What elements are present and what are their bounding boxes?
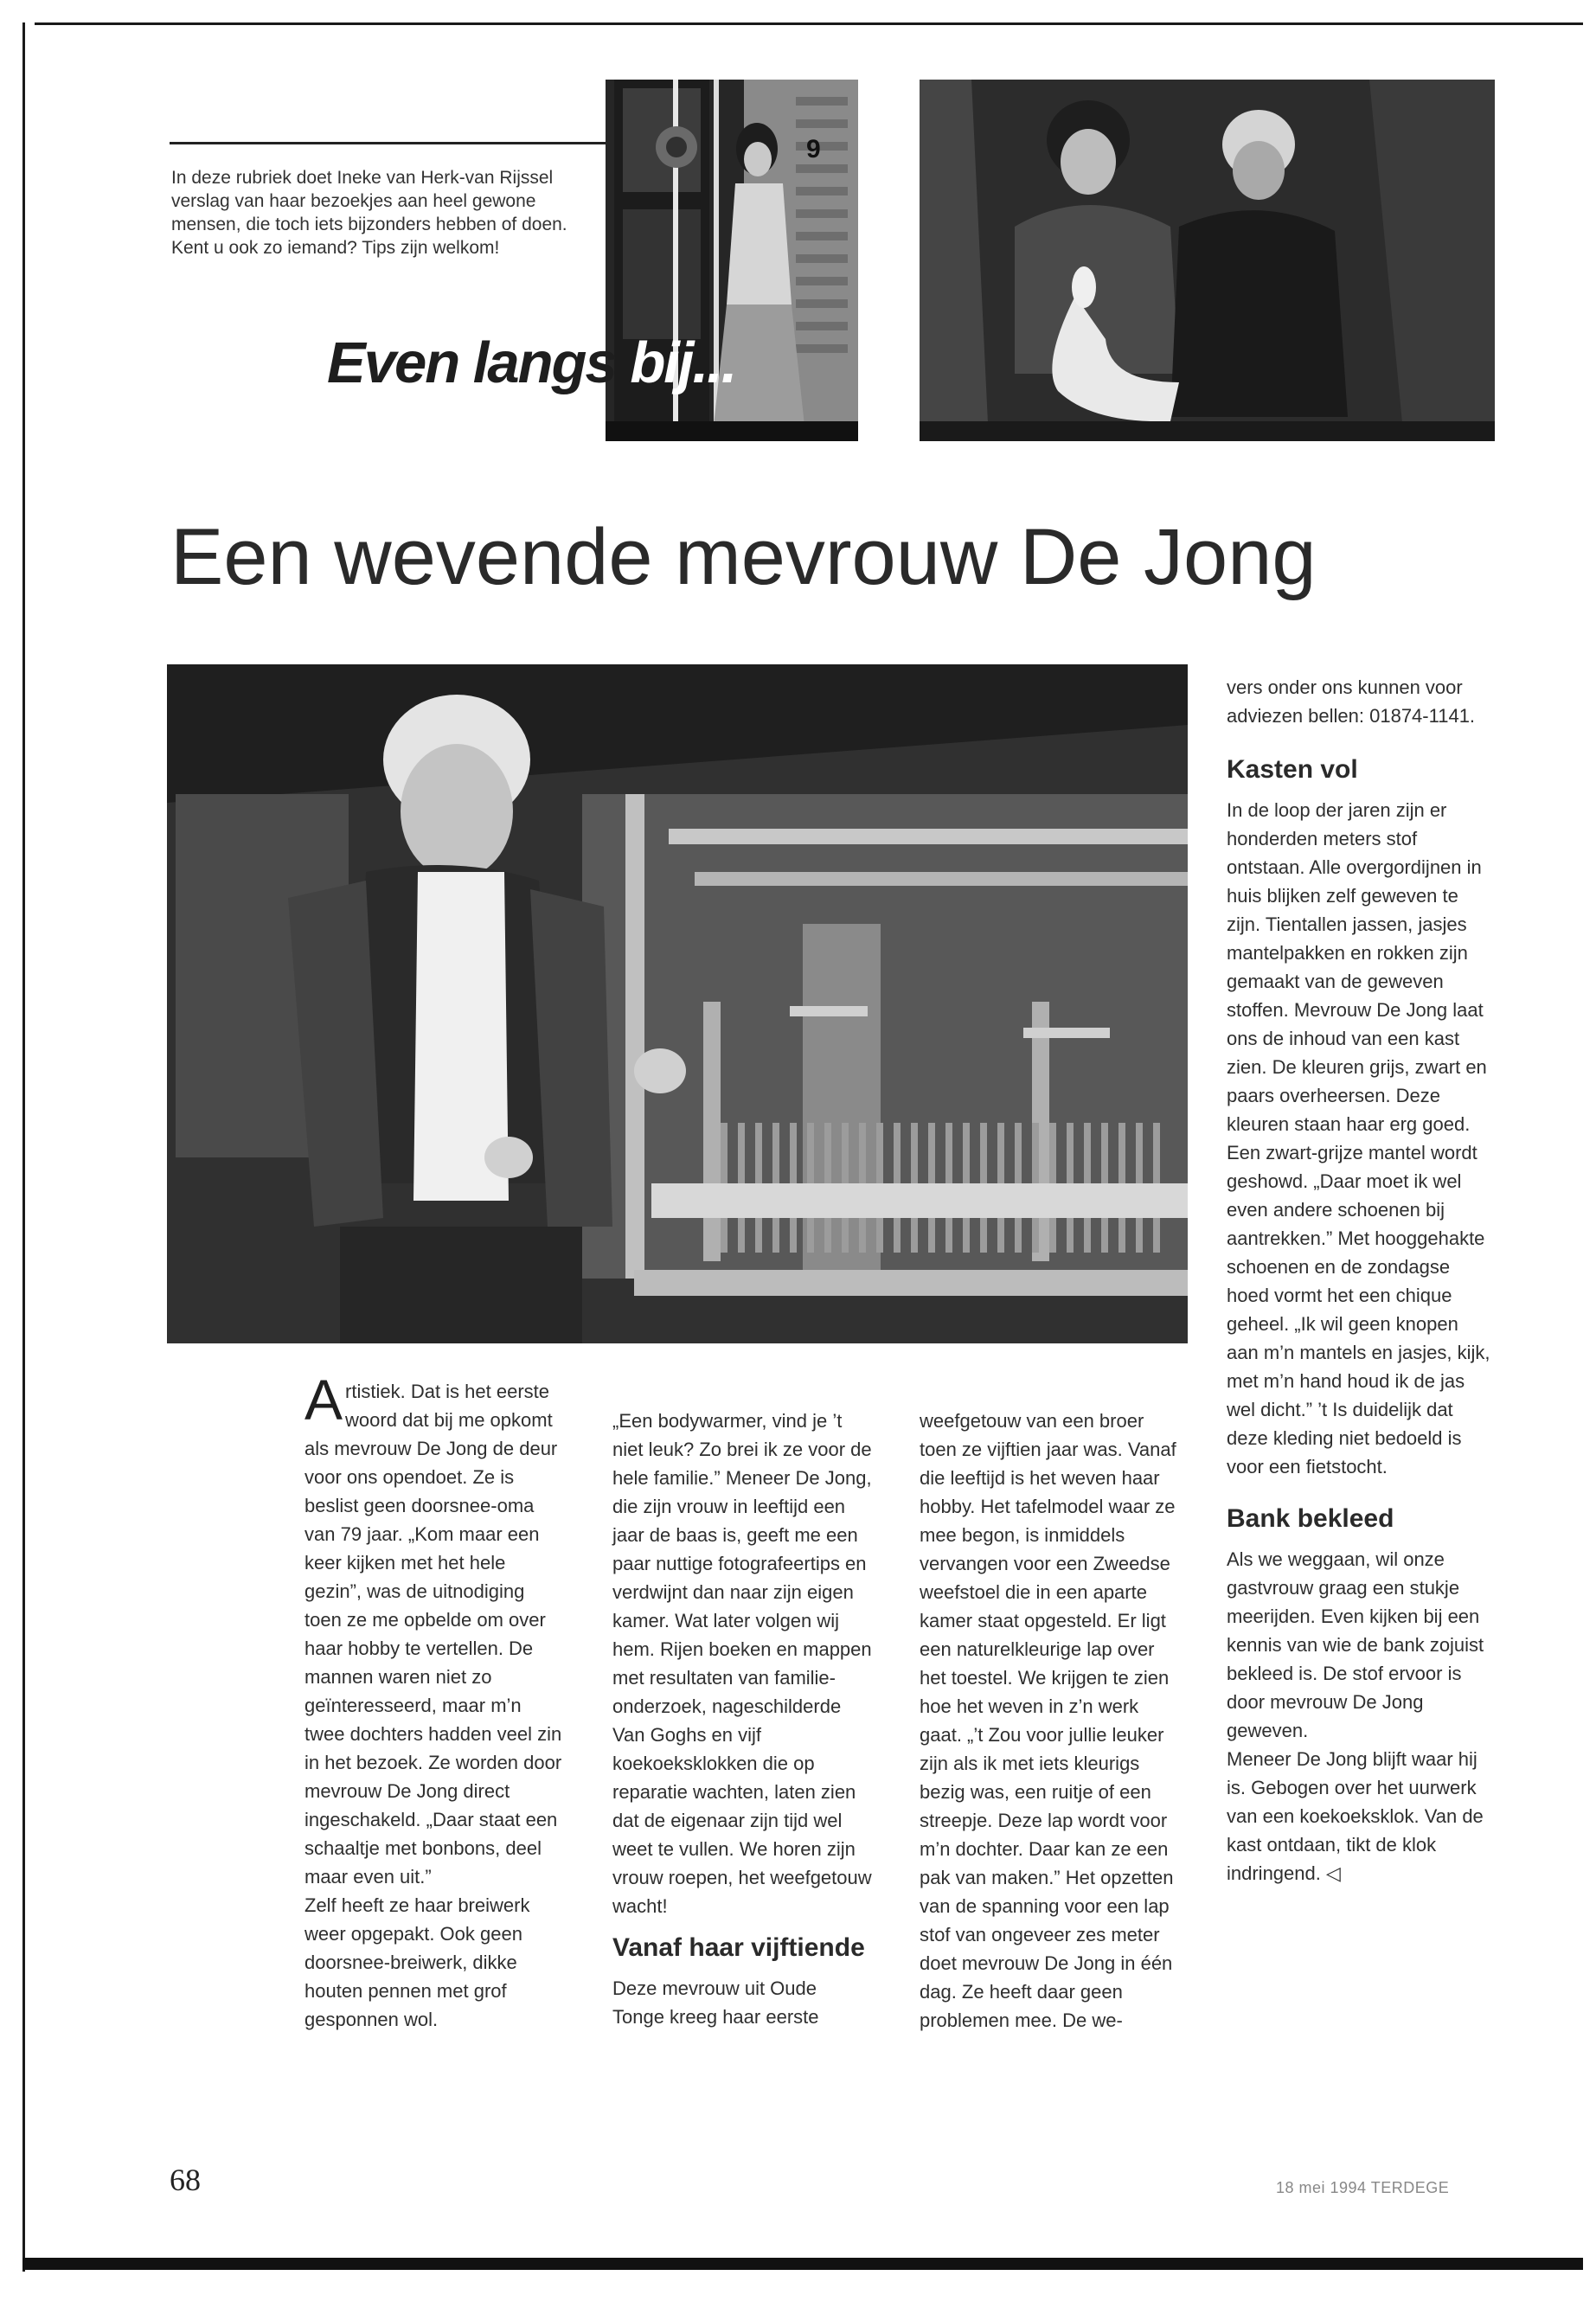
page-number: 68 bbox=[170, 2163, 201, 2197]
subheading-vanaf-haar-vijftiende: Vanaf haar vijftiende bbox=[612, 1933, 865, 1962]
article-column-1 bbox=[304, 1368, 564, 2034]
house-number: 9 bbox=[806, 135, 821, 163]
headline: Een wevende mevrouw De Jong bbox=[170, 513, 1317, 601]
article-paragraph: In de loop der jaren zijn er honderden meters stof ontstaan. Alle overgordijnen in huis blijken zelf geweven te zijn. Tientallen jassen, jasjes mantelpakken en rokken zijn gemaakt van de geweven stoffen. Mevrouw De Jong laat ons de inhoud van een kast zien. De kleuren grijs, zwart en paars overheersen. Deze kleuren staan haar erg goed. Een zwart-grijze mantel wordt geshowd. „Daar moet ik wel even andere schoenen bij aantrekken.” Met hooggehakte schoenen en de zondagse hoed vormt het een chique geheel. „Ik wil geen knopen aan m’n mantels en jasjes, kijk, met m’n hand houd ik de jas wel dicht.” ’t Is duidelijk dat deze kleding niet bedoeld is voor een fietstocht. bbox=[1227, 799, 1490, 1477]
intro-rule bbox=[170, 142, 609, 144]
article-column-2 bbox=[612, 1407, 872, 2031]
page-top-rule bbox=[35, 22, 1583, 25]
article-paragraph bbox=[304, 1368, 564, 1891]
article-paragraph: weefgetouw van een broer toen ze vijftien jaar was. Vanaf die leeftijd is het weven haar hobby. Het tafelmodel waar ze mee begon, is inmiddels vervangen voor een Zweedse weefstoel die in een aparte kamer staat opgesteld. Er ligt een naturelkleurige lap over het toestel. We krijgen te zien hoe het weven in z’n werk gaat. „’t Zou voor jullie leuker zijn als ik met iets kleurigs bezig was, een ruitje of een streepje. Deze lap wordt voor m’n dochter. Daar kan ze een pak van maken.” Het opzetten van de spanning voor een lap stof van ongeveer zes meter doet mevrouw De Jong in één dag. Ze heeft daar geen problemen mee. De we- bbox=[920, 1410, 1176, 2031]
rubric-intro: In deze rubriek doet Ineke van Herk-van Rijssel verslag van haar bezoekjes aan heel gewone mensen, die toch iets bijzonders hebben of doen. Kent u ook zo iemand? Tips zijn welkom! bbox=[171, 168, 567, 258]
subheading-kasten-vol: Kasten vol bbox=[1227, 755, 1358, 784]
article-column-4 bbox=[1227, 673, 1495, 1888]
series-title-a: Even langs bbox=[327, 330, 616, 395]
issue-line: 18 mei 1994 TERDEGE bbox=[1276, 2179, 1450, 2196]
series-title-b: bij... bbox=[630, 330, 736, 395]
article-paragraph: Als we weggaan, wil onze gastvrouw graag een stukje meerijden. Even kijken bij een kennis van wie de bank zojuist bekleed is. De stof ervoor is door mevrouw De Jong geweven. bbox=[1227, 1548, 1484, 1741]
article-paragraph: „Een bodywarmer, vind je ’t niet leuk? Zo brei ik ze voor de hele familie.” Meneer De Jong, die zijn vrouw in leeftijd een jaar de baas is, geeft me een paar nuttige fotografeertips en verdwijnt dan naar zijn eigen kamer. Wat later volgen wij hem. Rijen boeken en mappen met resultaten van familie-onderzoek, nageschilderde Van Goghs en vijf koekoeksklokken die op reparatie wachten, laten zien dat de eigenaar zijn tijd wel weet te vullen. We horen zijn vrouw roepen, het weefgetouw wacht! bbox=[612, 1410, 872, 1917]
subheading-bank-bekleed: Bank bekleed bbox=[1227, 1504, 1394, 1533]
page-bottom-rule bbox=[22, 2258, 1583, 2270]
article-paragraph: Deze mevrouw uit Oude Tonge kreeg haar eerste bbox=[612, 1977, 819, 2028]
article-paragraph: Zelf heeft ze haar breiwerk weer opgepakt. Ook geen doorsnee-breiwerk, dikke houten pennen met grof gesponnen wol. bbox=[304, 1894, 530, 2030]
article-paragraph: Meneer De Jong blijft waar hij is. Gebogen over het uurwerk van een koekoeksklok. Van de kast ontdaan, tikt de klok indringend. ◁ bbox=[1227, 1748, 1484, 1884]
article-column-3 bbox=[920, 1407, 1179, 2035]
article-paragraph-text: rtistiek. Dat is het eerste woord dat bij me opkomt als mevrouw De Jong de deur voor ons opendoet. Ze is beslist geen doorsnee-oma van 79 jaar. „Kom maar een keer kijken met het hele gezin”, was de uitnodiging toen ze me opbelde om over haar hobby te vertellen. De mannen waren niet zo geïnteresseerd, maar m’n twee dochters hadden veel zin in het bezoek. Ze worden door mevrouw De Jong direct ingeschakeld. „Daar staat een schaaltje met bonbons, deel maar even uit.” bbox=[304, 1381, 562, 1888]
drop-cap: A bbox=[304, 1368, 343, 1432]
series-title bbox=[327, 329, 735, 398]
page-left-rule bbox=[22, 22, 25, 2272]
photo-woman-at-loom bbox=[167, 664, 1188, 1343]
article-paragraph: vers onder ons kunnen voor adviezen bellen: 01874-1141. bbox=[1227, 676, 1476, 727]
photo-two-women-with-goose bbox=[920, 80, 1495, 441]
